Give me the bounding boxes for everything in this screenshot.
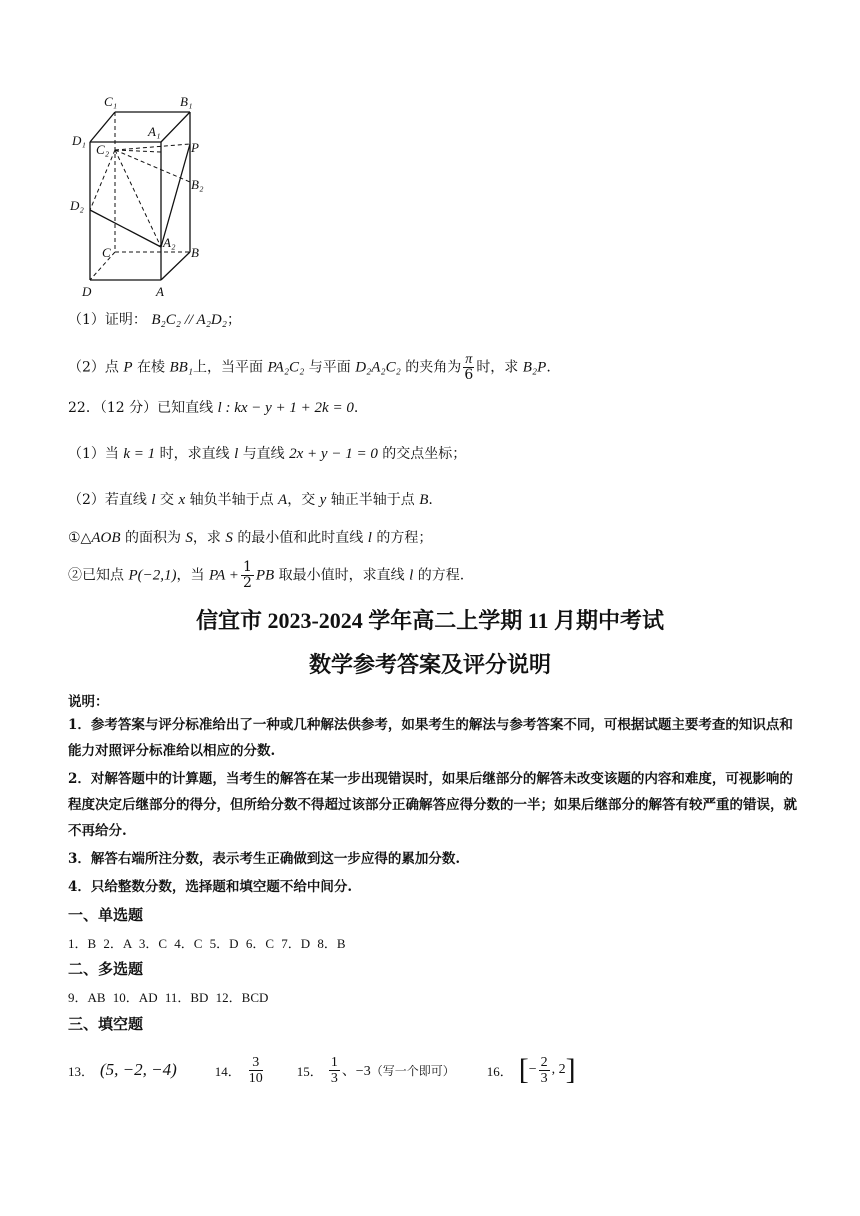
answer-16-label: 16． bbox=[486, 1063, 513, 1079]
answer-16-close-bracket: ] bbox=[565, 1053, 576, 1086]
label-P: P bbox=[191, 140, 199, 155]
section-multi-choice: 二、多选题 bbox=[68, 960, 144, 978]
q22-sub2: ②已知点 P(−2,1)，当 PA + $\frac{1}{2}$ PB 取最小值时，求直线 l 的方程. bbox=[68, 559, 465, 591]
prism-figure bbox=[60, 92, 220, 302]
answer-15-fraction: $\frac{1}{3}$ bbox=[330, 1054, 338, 1086]
label-C2: C₂ bbox=[96, 142, 110, 157]
answer-title: 信宜市 2023-2024 学年高二上学期 11 月期中考试 bbox=[195, 608, 665, 633]
note-1: 1．参考答案与评分标准给出了一种或几种解法供参考，如果考生的解法与参考答案不同，可根据试题主要考查的知识点和能力对照评分标准给以相应的分数. bbox=[68, 717, 793, 759]
answer-15-label: 15． bbox=[296, 1063, 323, 1079]
label-B1: B₁ bbox=[180, 94, 193, 109]
note-label: 说明： bbox=[68, 694, 109, 710]
note-2: 2．对解答题中的计算题，当考生的解答在某一步出现错误时，如果后继部分的解答未改变该题的内容和难度，可视影响的程度决定后继部分的得分，但所给分数不得超过该部分正确解答应得分数的一半；如果后继部分的解答有较严重的错误，就不再给分. bbox=[68, 771, 797, 839]
label-B2: B₂ bbox=[191, 177, 204, 192]
q22-stem: 22．（12 分）已知直线 l : kx − y + 1 + 2k = 0. bbox=[68, 400, 359, 416]
label-A2: A₂ bbox=[163, 235, 176, 250]
label-C1: C₁ bbox=[104, 94, 118, 109]
answer-13-value: (5, −2, −4) bbox=[100, 1060, 177, 1079]
answer-subtitle: 数学参考答案及评分说明 bbox=[308, 652, 551, 677]
section-single-choice: 一、单选题 bbox=[68, 906, 144, 924]
pi-over-6-fraction: $\frac{\pi}{6}$ bbox=[464, 352, 474, 383]
answer-13-label: 13． bbox=[68, 1063, 95, 1079]
q22-part1: （1）当 k = 1 时，求直线 l 与直线 2x + y − 1 = 0 的交点坐标； bbox=[68, 446, 467, 462]
q22-part2: （2）若直线 l 交 x 轴负半轴于点 A，交 y 轴正半轴于点 B. bbox=[68, 492, 433, 508]
note-4: 4．只给整数分数，选择题和填空题不给中间分. bbox=[68, 879, 353, 895]
single-choice-answers: 1．B 2．A 3．C 4．C 5．D 6．C 7．D 8．B bbox=[68, 936, 346, 951]
q21-part2: （2）点 P 在棱 BB₁上，当平面 PA₂C₂ 与平面 D₂A₂C₂ 的夹角为 $\frac{\pi}{6}$ 时，求 B₂P. bbox=[68, 352, 551, 383]
answer-15-note: （写一个即可） bbox=[370, 1063, 455, 1078]
fill-blank-answers bbox=[68, 1048, 576, 1092]
answer-16-minus: − bbox=[528, 1062, 537, 1077]
q21-part1: （1）证明： B₂C₂ // A₂D₂； bbox=[68, 312, 241, 328]
label-A1: A₁ bbox=[148, 124, 161, 139]
answer-16-open-bracket: [ bbox=[518, 1053, 529, 1086]
label-A: A bbox=[156, 284, 164, 299]
label-D: D bbox=[82, 284, 92, 299]
label-D2: D₂ bbox=[70, 198, 84, 213]
q22-sub1: ①△AOB 的面积为 S，求 S 的最小值和此时直线 l 的方程； bbox=[68, 530, 433, 546]
answer-16-fraction: $\frac{2}{3}$ bbox=[540, 1054, 548, 1086]
answer-15-rest: 、−3 bbox=[341, 1064, 371, 1079]
note-3: 3．解答右端所注分数，表示考生正确做到这一步应得的累加分数. bbox=[68, 851, 461, 867]
label-D1: D₁ bbox=[72, 133, 86, 148]
answer-14-fraction: $\frac{3}{10}$ bbox=[248, 1054, 263, 1086]
one-half-fraction: $\frac{1}{2}$ bbox=[242, 559, 252, 591]
label-B: B bbox=[191, 245, 199, 260]
answer-14-label: 14． bbox=[214, 1063, 241, 1079]
multi-choice-answers: 9．AB 10．AD 11．BD 12．BCD bbox=[68, 990, 269, 1005]
answer-16-rest: , 2 bbox=[551, 1062, 566, 1077]
section-fill-blank: 三、填空题 bbox=[68, 1015, 144, 1033]
label-C: C bbox=[102, 245, 111, 260]
